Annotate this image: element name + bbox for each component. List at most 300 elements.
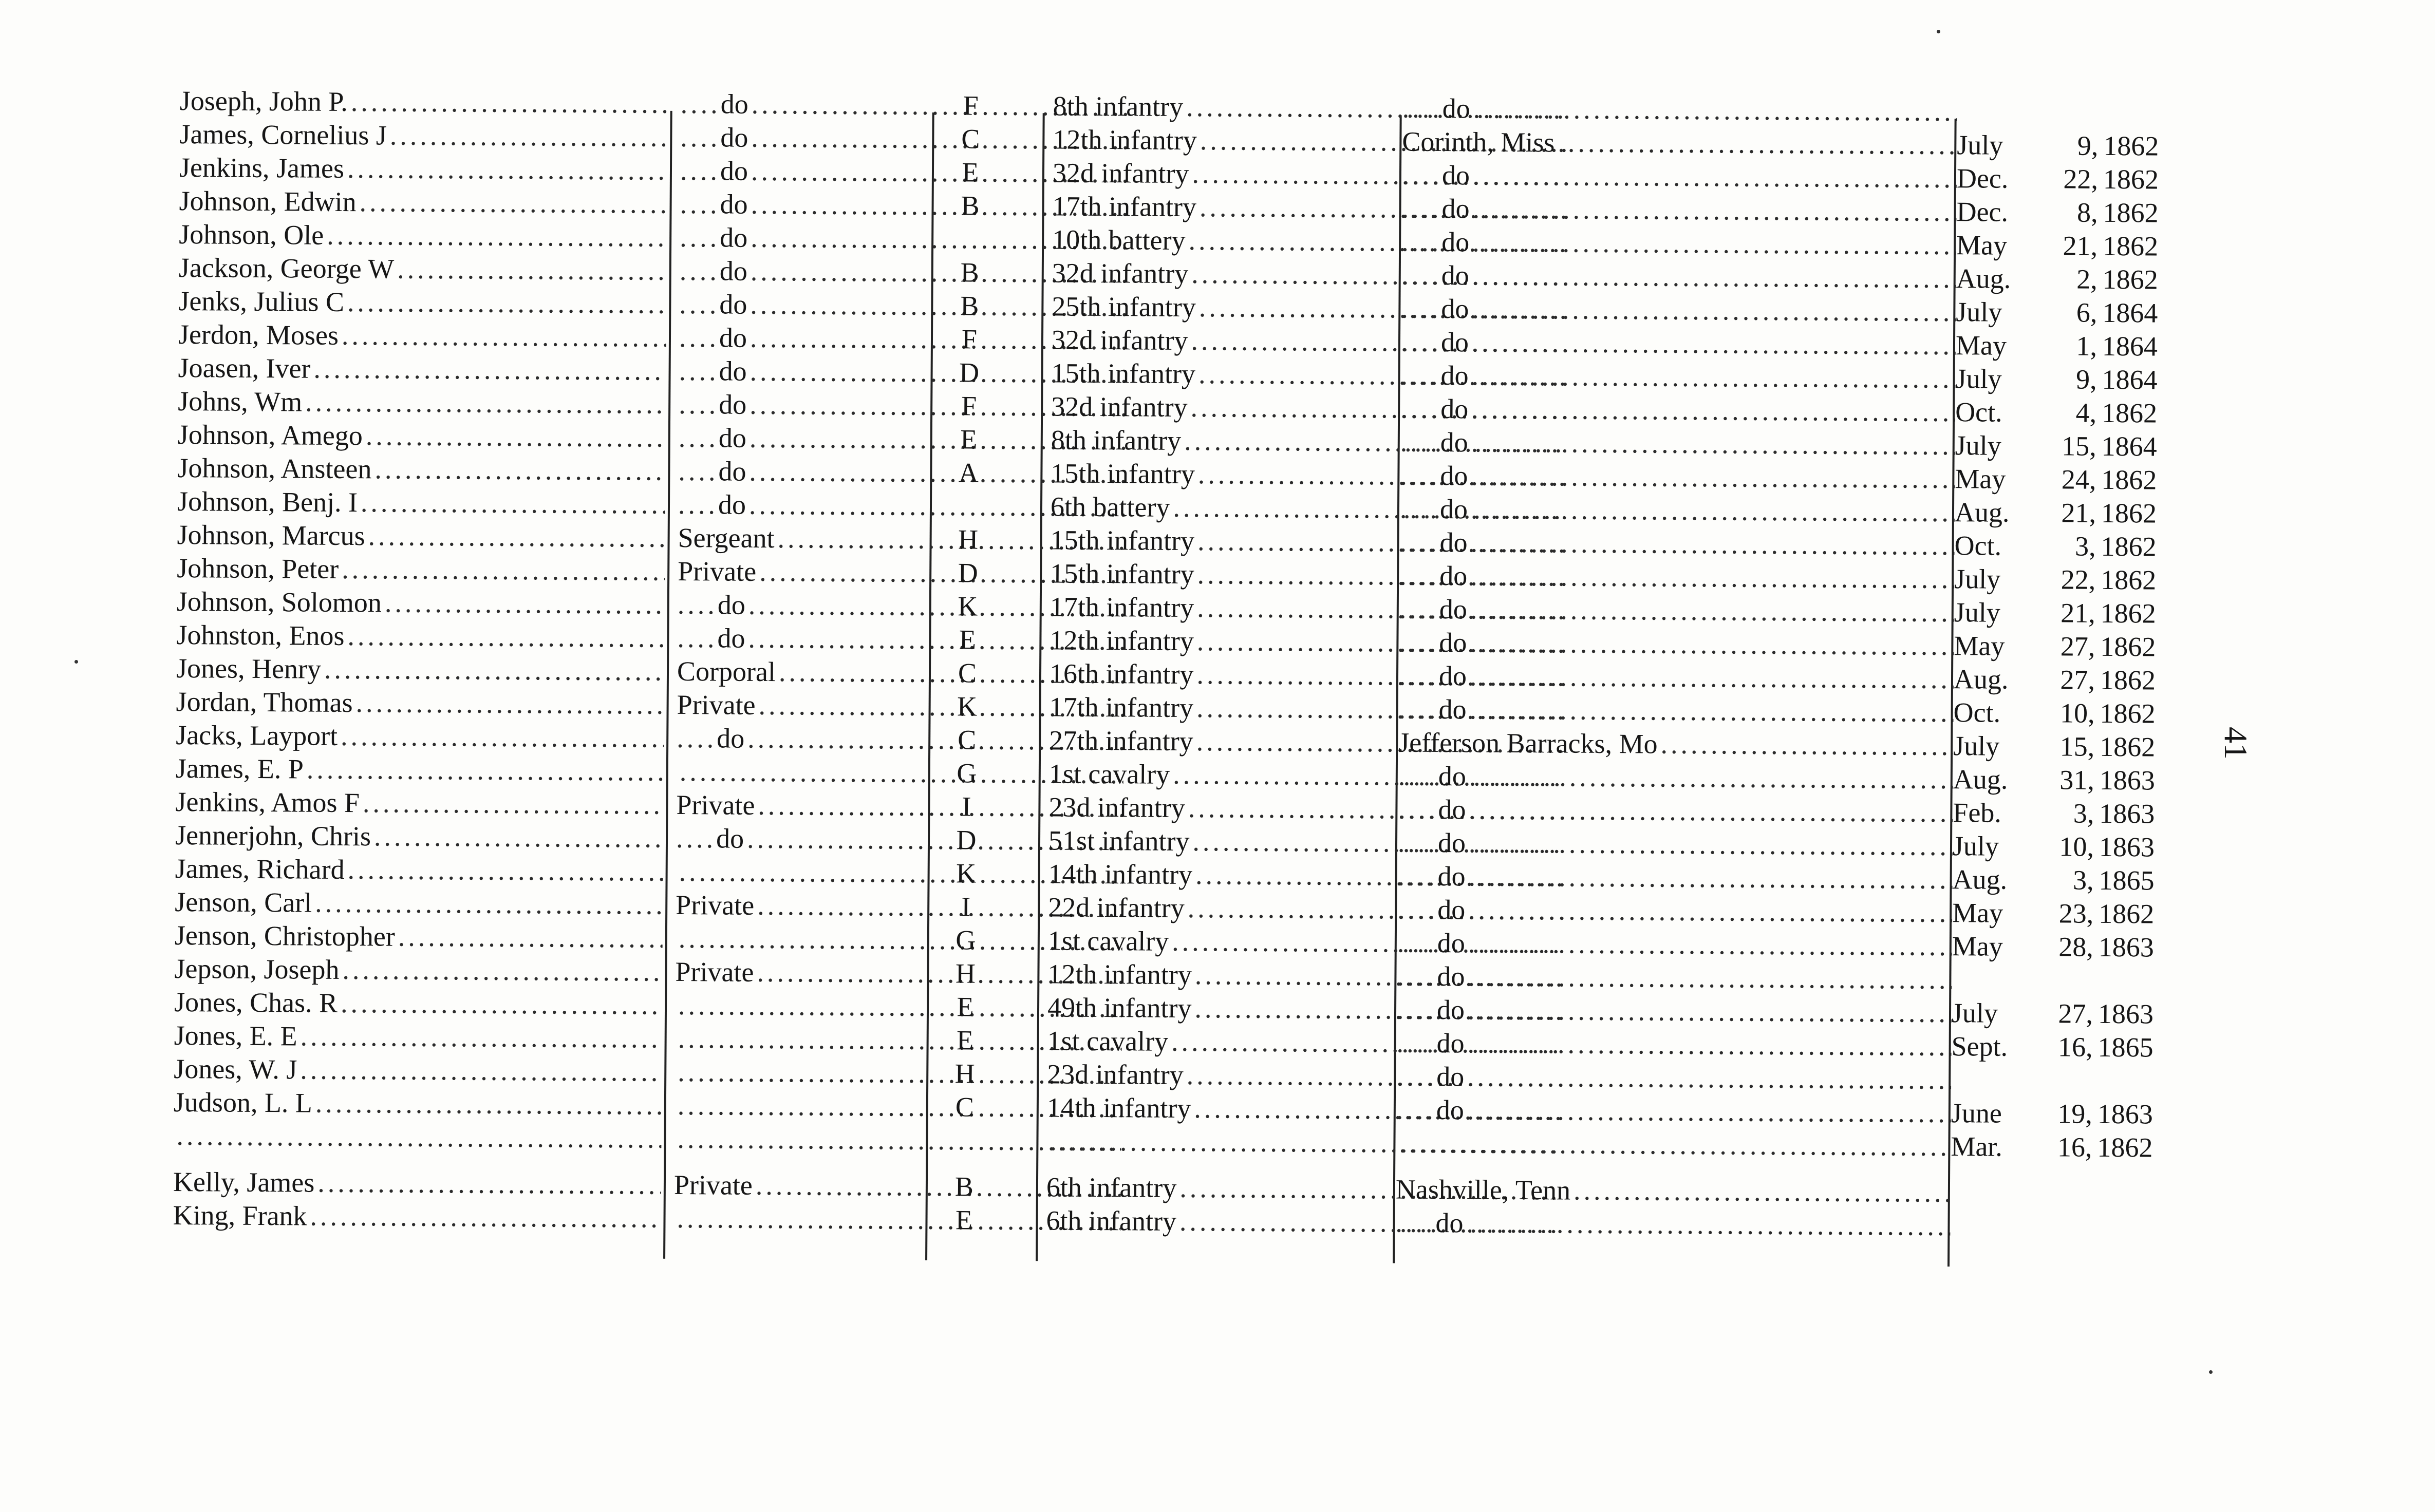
leader-dots bbox=[1471, 393, 1955, 428]
leader-dots bbox=[1574, 1175, 1951, 1208]
date-of-death bbox=[1952, 897, 2194, 930]
leader-dots bbox=[1471, 460, 1955, 495]
date-month: July bbox=[1956, 296, 2002, 328]
soldier-name bbox=[179, 185, 667, 220]
leader-dots: .... bbox=[1396, 1094, 1437, 1125]
leader-dots bbox=[1469, 793, 1953, 828]
soldier-name bbox=[174, 1019, 662, 1054]
soldier-name-text: Jordan, Thomas bbox=[176, 686, 353, 719]
leader-dots bbox=[1469, 827, 1953, 862]
place-of-death-text: Jefferson Barracks, Mo bbox=[1398, 727, 1658, 760]
leader-dots: .... bbox=[1401, 293, 1441, 325]
place-of-death bbox=[1395, 1206, 1950, 1242]
date-day: 27, bbox=[2060, 664, 2095, 695]
leader-dots bbox=[315, 887, 663, 921]
place-of-death-text: do bbox=[1439, 560, 1468, 592]
soldier-name bbox=[174, 1086, 662, 1121]
leader-dots bbox=[347, 620, 664, 654]
soldier-name bbox=[174, 986, 662, 1021]
soldier-name bbox=[175, 886, 663, 921]
leader-dots: .... bbox=[679, 288, 720, 320]
rank-text: Private bbox=[676, 889, 755, 921]
rank-text: do bbox=[717, 589, 746, 620]
leader-dots: .... bbox=[1402, 92, 1443, 124]
place-of-death bbox=[1400, 360, 1955, 395]
soldier-name-text: Kelly, James bbox=[173, 1166, 315, 1198]
regiment-text: 25th infantry bbox=[1052, 291, 1196, 323]
soldier-name-text: Jacks, Layport bbox=[176, 719, 338, 751]
place-of-death bbox=[1400, 493, 1955, 528]
leader-dots bbox=[176, 1120, 661, 1155]
date-day bbox=[2041, 1064, 2092, 1065]
date-year: 1862 bbox=[2097, 1131, 2153, 1163]
date-of-death bbox=[1952, 963, 2193, 997]
soldier-name bbox=[179, 118, 667, 153]
soldier-name-text: Jackson, George W bbox=[178, 252, 395, 285]
soldier-name bbox=[175, 819, 663, 854]
regiment-text: 1st cavalry bbox=[1048, 758, 1170, 790]
date-of-death bbox=[1954, 630, 2195, 663]
leader-dots: .... bbox=[1399, 627, 1439, 658]
place-of-death-text: do bbox=[1442, 93, 1470, 124]
place-of-death bbox=[1397, 927, 1952, 962]
regiment-text: 17th infantry bbox=[1049, 691, 1194, 724]
soldier-name-text: Johnson, Solomon bbox=[176, 585, 382, 618]
date-day: 10, bbox=[2059, 697, 2095, 729]
leader-dots bbox=[1472, 259, 1956, 294]
place-of-death-text: do bbox=[1439, 494, 1468, 525]
date-day: 16, bbox=[2057, 1131, 2092, 1163]
soldier-name-text: King, Frank bbox=[173, 1199, 307, 1232]
date-month: July bbox=[1951, 997, 1998, 1029]
leader-dots bbox=[366, 420, 666, 453]
company: C bbox=[955, 1091, 975, 1123]
company: C bbox=[961, 123, 980, 155]
date-day: 15, bbox=[2059, 731, 2095, 762]
date-month: May bbox=[1955, 463, 2006, 495]
soldier-name bbox=[179, 252, 667, 287]
soldier-name bbox=[178, 352, 666, 387]
rank-text: do bbox=[717, 723, 745, 754]
date-day: 21, bbox=[2063, 230, 2098, 261]
date-month: Oct. bbox=[1953, 697, 2001, 728]
soldier-name bbox=[174, 1053, 662, 1088]
soldier-name-text: Johnston, Enos bbox=[176, 619, 345, 651]
soldier-name bbox=[173, 1120, 661, 1155]
soldier-name bbox=[176, 719, 664, 754]
ink-speck bbox=[2209, 1370, 2213, 1374]
rank-text: do bbox=[720, 155, 748, 186]
date-day: 3, bbox=[2072, 864, 2094, 896]
leader-dots bbox=[1558, 126, 1957, 161]
leader-dots: .... bbox=[1400, 426, 1440, 458]
date-month: Aug. bbox=[1954, 497, 2010, 528]
leader-dots: .... bbox=[1397, 927, 1438, 958]
date-of-death bbox=[1955, 363, 2197, 396]
leader-dots: .... bbox=[680, 221, 720, 253]
place-of-death-text: do bbox=[1437, 894, 1466, 925]
company: K bbox=[957, 691, 978, 722]
ink-speck bbox=[74, 660, 78, 664]
date-year: 1862 bbox=[2100, 631, 2156, 663]
soldier-name bbox=[177, 585, 665, 620]
date-month: Feb. bbox=[1953, 797, 2002, 828]
leader-dots bbox=[347, 153, 667, 186]
roster-table bbox=[173, 85, 2209, 1263]
place-of-death bbox=[1397, 894, 1952, 929]
company: C bbox=[958, 657, 977, 689]
place-of-death-text: do bbox=[1440, 460, 1468, 492]
regiment-text: 15th infantry bbox=[1050, 558, 1194, 590]
regiment-text: 27th infantry bbox=[1049, 725, 1193, 757]
date-month: July bbox=[1953, 730, 2000, 762]
leader-dots: .... bbox=[1396, 994, 1437, 1025]
date-of-death bbox=[1954, 596, 2196, 630]
leader-dots bbox=[1469, 693, 1953, 728]
leader-dots: .... bbox=[677, 722, 717, 754]
place-of-death-text: do bbox=[1437, 827, 1466, 859]
rank-text: do bbox=[719, 355, 747, 387]
company: I bbox=[962, 791, 971, 822]
company: H bbox=[955, 958, 976, 989]
date-year: 1863 bbox=[2099, 764, 2155, 796]
soldier-name-text: Johnson, Benj. I bbox=[177, 485, 358, 518]
place-of-death bbox=[1397, 994, 1952, 1029]
leader-dots: .... bbox=[1397, 827, 1438, 858]
date-of-death bbox=[1954, 530, 2196, 563]
date-day: 31, bbox=[2059, 764, 2094, 796]
company: F bbox=[963, 90, 979, 121]
date-year: 1862 bbox=[2101, 397, 2158, 429]
date-of-death bbox=[1955, 463, 2196, 496]
rank-text: do bbox=[719, 389, 747, 420]
date-year: 1862 bbox=[2101, 464, 2157, 496]
place-of-death-text: do bbox=[1441, 226, 1470, 258]
date-of-death bbox=[1953, 730, 2195, 763]
leader-dots: .... bbox=[1397, 894, 1438, 925]
leader-dots bbox=[397, 253, 667, 287]
regiment-text: 8th infantry bbox=[1051, 424, 1182, 456]
leader-dots bbox=[355, 687, 664, 721]
regiment-text: 32d infantry bbox=[1051, 391, 1188, 423]
soldier-name bbox=[173, 1199, 661, 1234]
date-year: 1863 bbox=[2099, 798, 2155, 829]
soldier-name-text: Johnson, Peter bbox=[177, 552, 339, 584]
leader-dots bbox=[390, 120, 668, 153]
date-year: 1862 bbox=[2100, 731, 2156, 763]
place-of-death bbox=[1400, 426, 1955, 462]
regiment-text: 10th battery bbox=[1052, 224, 1186, 256]
leader-dots: .... bbox=[677, 622, 718, 654]
rank-text: do bbox=[717, 622, 745, 654]
soldier-name-text: Johnson, Ole bbox=[179, 218, 324, 251]
company: E bbox=[960, 424, 978, 455]
soldier-name-text: Jennerjohn, Chris bbox=[175, 819, 371, 852]
soldier-name bbox=[177, 552, 665, 587]
date-day: 23, bbox=[2058, 898, 2094, 929]
place-of-death-text: do bbox=[1438, 760, 1467, 792]
soldier-name-text: Johns, Wm bbox=[178, 385, 303, 418]
date-month: May bbox=[1952, 931, 2003, 962]
place-of-death bbox=[1398, 727, 1953, 762]
place-of-death-text: do bbox=[1435, 1207, 1464, 1239]
company: E bbox=[962, 157, 979, 188]
soldier-name-text: Johnson, Marcus bbox=[177, 519, 365, 552]
leader-dots bbox=[341, 987, 662, 1021]
place-of-death bbox=[1402, 126, 1957, 161]
soldier-name bbox=[177, 452, 665, 487]
date-of-death bbox=[1957, 96, 2199, 129]
leader-dots: .... bbox=[1398, 660, 1439, 691]
regiment-text: 51st infantry bbox=[1048, 825, 1190, 857]
rank-text: Private bbox=[673, 1169, 753, 1201]
place-of-death bbox=[1396, 1127, 1951, 1163]
leader-dots bbox=[1472, 326, 1956, 361]
soldier-name bbox=[178, 318, 666, 353]
date-of-death bbox=[1952, 930, 2194, 963]
date-month: Aug. bbox=[1952, 864, 2008, 895]
regiment-text: 14th infantry bbox=[1046, 1092, 1191, 1124]
place-of-death bbox=[1396, 1173, 1951, 1208]
leader-dots bbox=[310, 1200, 661, 1234]
place-of-death bbox=[1402, 159, 1957, 195]
regiment-text: 1st cavalry bbox=[1047, 1025, 1169, 1057]
leader-dots bbox=[1470, 593, 1954, 628]
date-day bbox=[2042, 964, 2093, 965]
place-of-death-text: do bbox=[1439, 526, 1468, 558]
date-year: 1862 bbox=[2103, 130, 2159, 162]
soldier-name bbox=[176, 652, 664, 687]
date-year: 1862 bbox=[2100, 697, 2156, 729]
date-day: 10, bbox=[2059, 831, 2094, 862]
place-of-death bbox=[1399, 526, 1954, 562]
leader-dots: .... bbox=[1399, 593, 1439, 625]
leader-dots bbox=[363, 787, 664, 821]
place-of-death bbox=[1401, 259, 1956, 295]
place-of-death-text: do bbox=[1436, 1027, 1465, 1059]
date-month: Dec. bbox=[1956, 163, 2009, 194]
place-of-death bbox=[1398, 693, 1953, 729]
leader-dots bbox=[342, 319, 666, 353]
date-of-death bbox=[1951, 1030, 2193, 1064]
soldier-name bbox=[179, 152, 667, 186]
date-of-death bbox=[1951, 1130, 2192, 1164]
soldier-name-text: Jones, Henry bbox=[176, 652, 322, 685]
company bbox=[949, 223, 990, 255]
leader-dots bbox=[1470, 560, 1954, 595]
company bbox=[944, 1124, 985, 1156]
leader-dots bbox=[361, 486, 665, 520]
soldier-name-text: Joasen, Iver bbox=[178, 352, 311, 384]
rank-text: do bbox=[718, 456, 746, 487]
regiment-text: 15th infantry bbox=[1051, 357, 1196, 390]
date-of-death bbox=[1953, 797, 2194, 830]
date-day: 9, bbox=[2077, 130, 2099, 161]
company: F bbox=[961, 390, 977, 422]
date-year: 1862 bbox=[2099, 898, 2155, 930]
place-of-death-text: Nashville, Tenn bbox=[1395, 1174, 1571, 1206]
date-month: July bbox=[1955, 430, 2001, 461]
soldier-name-text: Johnson, Edwin bbox=[179, 185, 357, 218]
regiment-text: 23d infantry bbox=[1048, 791, 1186, 823]
soldier-name-text: Jones, W. J bbox=[174, 1053, 297, 1085]
date-month: Dec. bbox=[1956, 196, 2009, 228]
soldier-name bbox=[177, 519, 665, 554]
date-month: Sept. bbox=[1951, 1031, 2008, 1062]
date-month: July bbox=[1954, 563, 2001, 595]
rank-text: do bbox=[718, 422, 747, 453]
rank-text: Corporal bbox=[677, 655, 776, 688]
leader-dots: .... bbox=[1401, 193, 1442, 224]
date-day: 22, bbox=[2063, 163, 2099, 195]
date-day bbox=[2047, 96, 2099, 97]
leader-dots bbox=[1472, 226, 1956, 261]
leader-dots: .... bbox=[1400, 460, 1440, 492]
date-of-death bbox=[1953, 830, 2194, 863]
date-month: May bbox=[1955, 330, 2007, 361]
soldier-name-text: Jenson, Christopher bbox=[174, 919, 396, 952]
soldier-name-text: Jenson, Carl bbox=[175, 886, 312, 918]
leader-dots: .... bbox=[677, 589, 718, 620]
place-of-death-text: do bbox=[1437, 927, 1466, 959]
regiment-text: 1st cavalry bbox=[1047, 925, 1169, 957]
place-of-death bbox=[1396, 1027, 1951, 1063]
company: K bbox=[958, 591, 978, 622]
leader-dots: .... bbox=[1400, 360, 1441, 391]
regiment-text: 32d infantry bbox=[1052, 157, 1189, 190]
company: K bbox=[956, 858, 977, 889]
soldier-name-text: Jerdon, Moses bbox=[178, 318, 339, 351]
leader-dots: .... bbox=[680, 121, 721, 153]
date-of-death bbox=[1957, 129, 2198, 162]
regiment-text: 6th infantry bbox=[1046, 1205, 1177, 1237]
leader-dots bbox=[1473, 159, 1957, 194]
place-of-death bbox=[1397, 960, 1952, 996]
regiment-text: 23d infantry bbox=[1047, 1059, 1184, 1090]
date-month: May bbox=[1956, 230, 2008, 261]
leader-dots: .... bbox=[1398, 760, 1439, 791]
leader-dots bbox=[1473, 92, 1957, 127]
date-year: 1865 bbox=[2099, 864, 2155, 896]
soldier-name bbox=[176, 686, 664, 721]
regiment-text: 6th battery bbox=[1050, 491, 1170, 523]
regiment-text: 49th infantry bbox=[1047, 992, 1192, 1024]
leader-dots bbox=[347, 286, 667, 320]
leader-dots: .... bbox=[1396, 1027, 1437, 1059]
date-of-death bbox=[1951, 1097, 2193, 1130]
soldier-name bbox=[178, 385, 666, 420]
date-of-death bbox=[1953, 763, 2195, 797]
regiment-text: 17th infantry bbox=[1050, 591, 1194, 623]
leader-dots bbox=[368, 520, 665, 554]
soldier-name bbox=[175, 786, 663, 821]
rank-text: Sergeant bbox=[678, 522, 775, 554]
date-of-death bbox=[1953, 696, 2195, 730]
soldier-name-text: Jenkins, Amos F bbox=[175, 786, 360, 819]
regiment-text: 8th infantry bbox=[1053, 90, 1184, 122]
leader-dots: .... bbox=[678, 488, 719, 520]
soldier-name-text: Jenks, Julius C bbox=[178, 285, 345, 317]
leader-dots: .... bbox=[1396, 1061, 1437, 1092]
leader-dots: .... bbox=[680, 188, 720, 220]
date-month: July bbox=[1957, 129, 2003, 161]
place-of-death-text: do bbox=[1436, 994, 1465, 1026]
place-of-death-text: do bbox=[1440, 327, 1469, 358]
date-year: 1862 bbox=[2102, 230, 2159, 262]
place-of-death-text: do bbox=[1440, 427, 1468, 458]
soldier-name-text: Jones, Chas. R bbox=[174, 986, 338, 1018]
rank-text: do bbox=[716, 823, 744, 854]
leader-dots: .... bbox=[678, 455, 719, 487]
date-of-death bbox=[1956, 296, 2197, 329]
place-of-death-text: do bbox=[1439, 627, 1467, 658]
rank-text: do bbox=[718, 489, 746, 520]
company: H bbox=[958, 524, 979, 555]
place-of-death bbox=[1396, 1061, 1951, 1096]
soldier-name bbox=[179, 218, 667, 253]
leader-dots bbox=[359, 186, 667, 220]
leader-dots bbox=[385, 587, 665, 620]
date-month: Oct. bbox=[1954, 530, 2002, 561]
leader-dots bbox=[1466, 1207, 1950, 1242]
soldier-name bbox=[176, 752, 664, 787]
leader-dots bbox=[305, 386, 666, 420]
ink-speck bbox=[1937, 30, 1940, 33]
place-of-death bbox=[1400, 393, 1955, 428]
date-of-death bbox=[1956, 229, 2198, 262]
place-of-death bbox=[1397, 860, 1952, 896]
regiment-text: 32d infantry bbox=[1052, 257, 1189, 289]
date-day: 28, bbox=[2058, 931, 2093, 962]
company: E bbox=[956, 1025, 974, 1056]
soldier-name-text: Jones, E. E bbox=[174, 1019, 297, 1052]
leader-dots: .... bbox=[1401, 226, 1442, 258]
date-of-death bbox=[1956, 196, 2198, 229]
date-month: May bbox=[1952, 897, 2003, 929]
place-of-death-text: do bbox=[1438, 693, 1467, 725]
date-of-death bbox=[1955, 429, 2197, 463]
place-of-death-text: do bbox=[1441, 293, 1469, 325]
place-of-death-text: do bbox=[1440, 393, 1469, 425]
date-of-death bbox=[1950, 1210, 2192, 1243]
place-of-death-text: do bbox=[1437, 860, 1466, 892]
leader-dots bbox=[342, 553, 665, 587]
rank-text: do bbox=[720, 188, 748, 220]
soldier-name bbox=[176, 619, 664, 654]
date-day: 4, bbox=[2075, 397, 2097, 428]
soldier-name bbox=[174, 953, 662, 988]
regiment-text: 22d infantry bbox=[1048, 892, 1185, 923]
place-of-death bbox=[1398, 827, 1953, 862]
date-year: 1863 bbox=[2097, 1098, 2153, 1130]
soldier-name bbox=[173, 1166, 661, 1201]
leader-dots bbox=[1470, 627, 1954, 662]
leader-dots bbox=[1468, 960, 1952, 995]
leader-dots bbox=[1471, 426, 1955, 461]
leader-dots bbox=[327, 219, 667, 253]
date-year: 1865 bbox=[2097, 1031, 2153, 1063]
date-day: 16, bbox=[2057, 1031, 2093, 1063]
regiment-text: 6th infantry bbox=[1046, 1171, 1177, 1203]
rank-text: do bbox=[720, 88, 748, 120]
leader-dots: .... bbox=[1401, 259, 1441, 291]
leader-dots bbox=[1468, 894, 1952, 929]
place-of-death-text: do bbox=[1438, 660, 1467, 692]
date-year: 1862 bbox=[2102, 263, 2158, 295]
leader-dots bbox=[1471, 360, 1955, 394]
leader-dots bbox=[1468, 927, 1952, 962]
rank-text: do bbox=[720, 222, 748, 253]
